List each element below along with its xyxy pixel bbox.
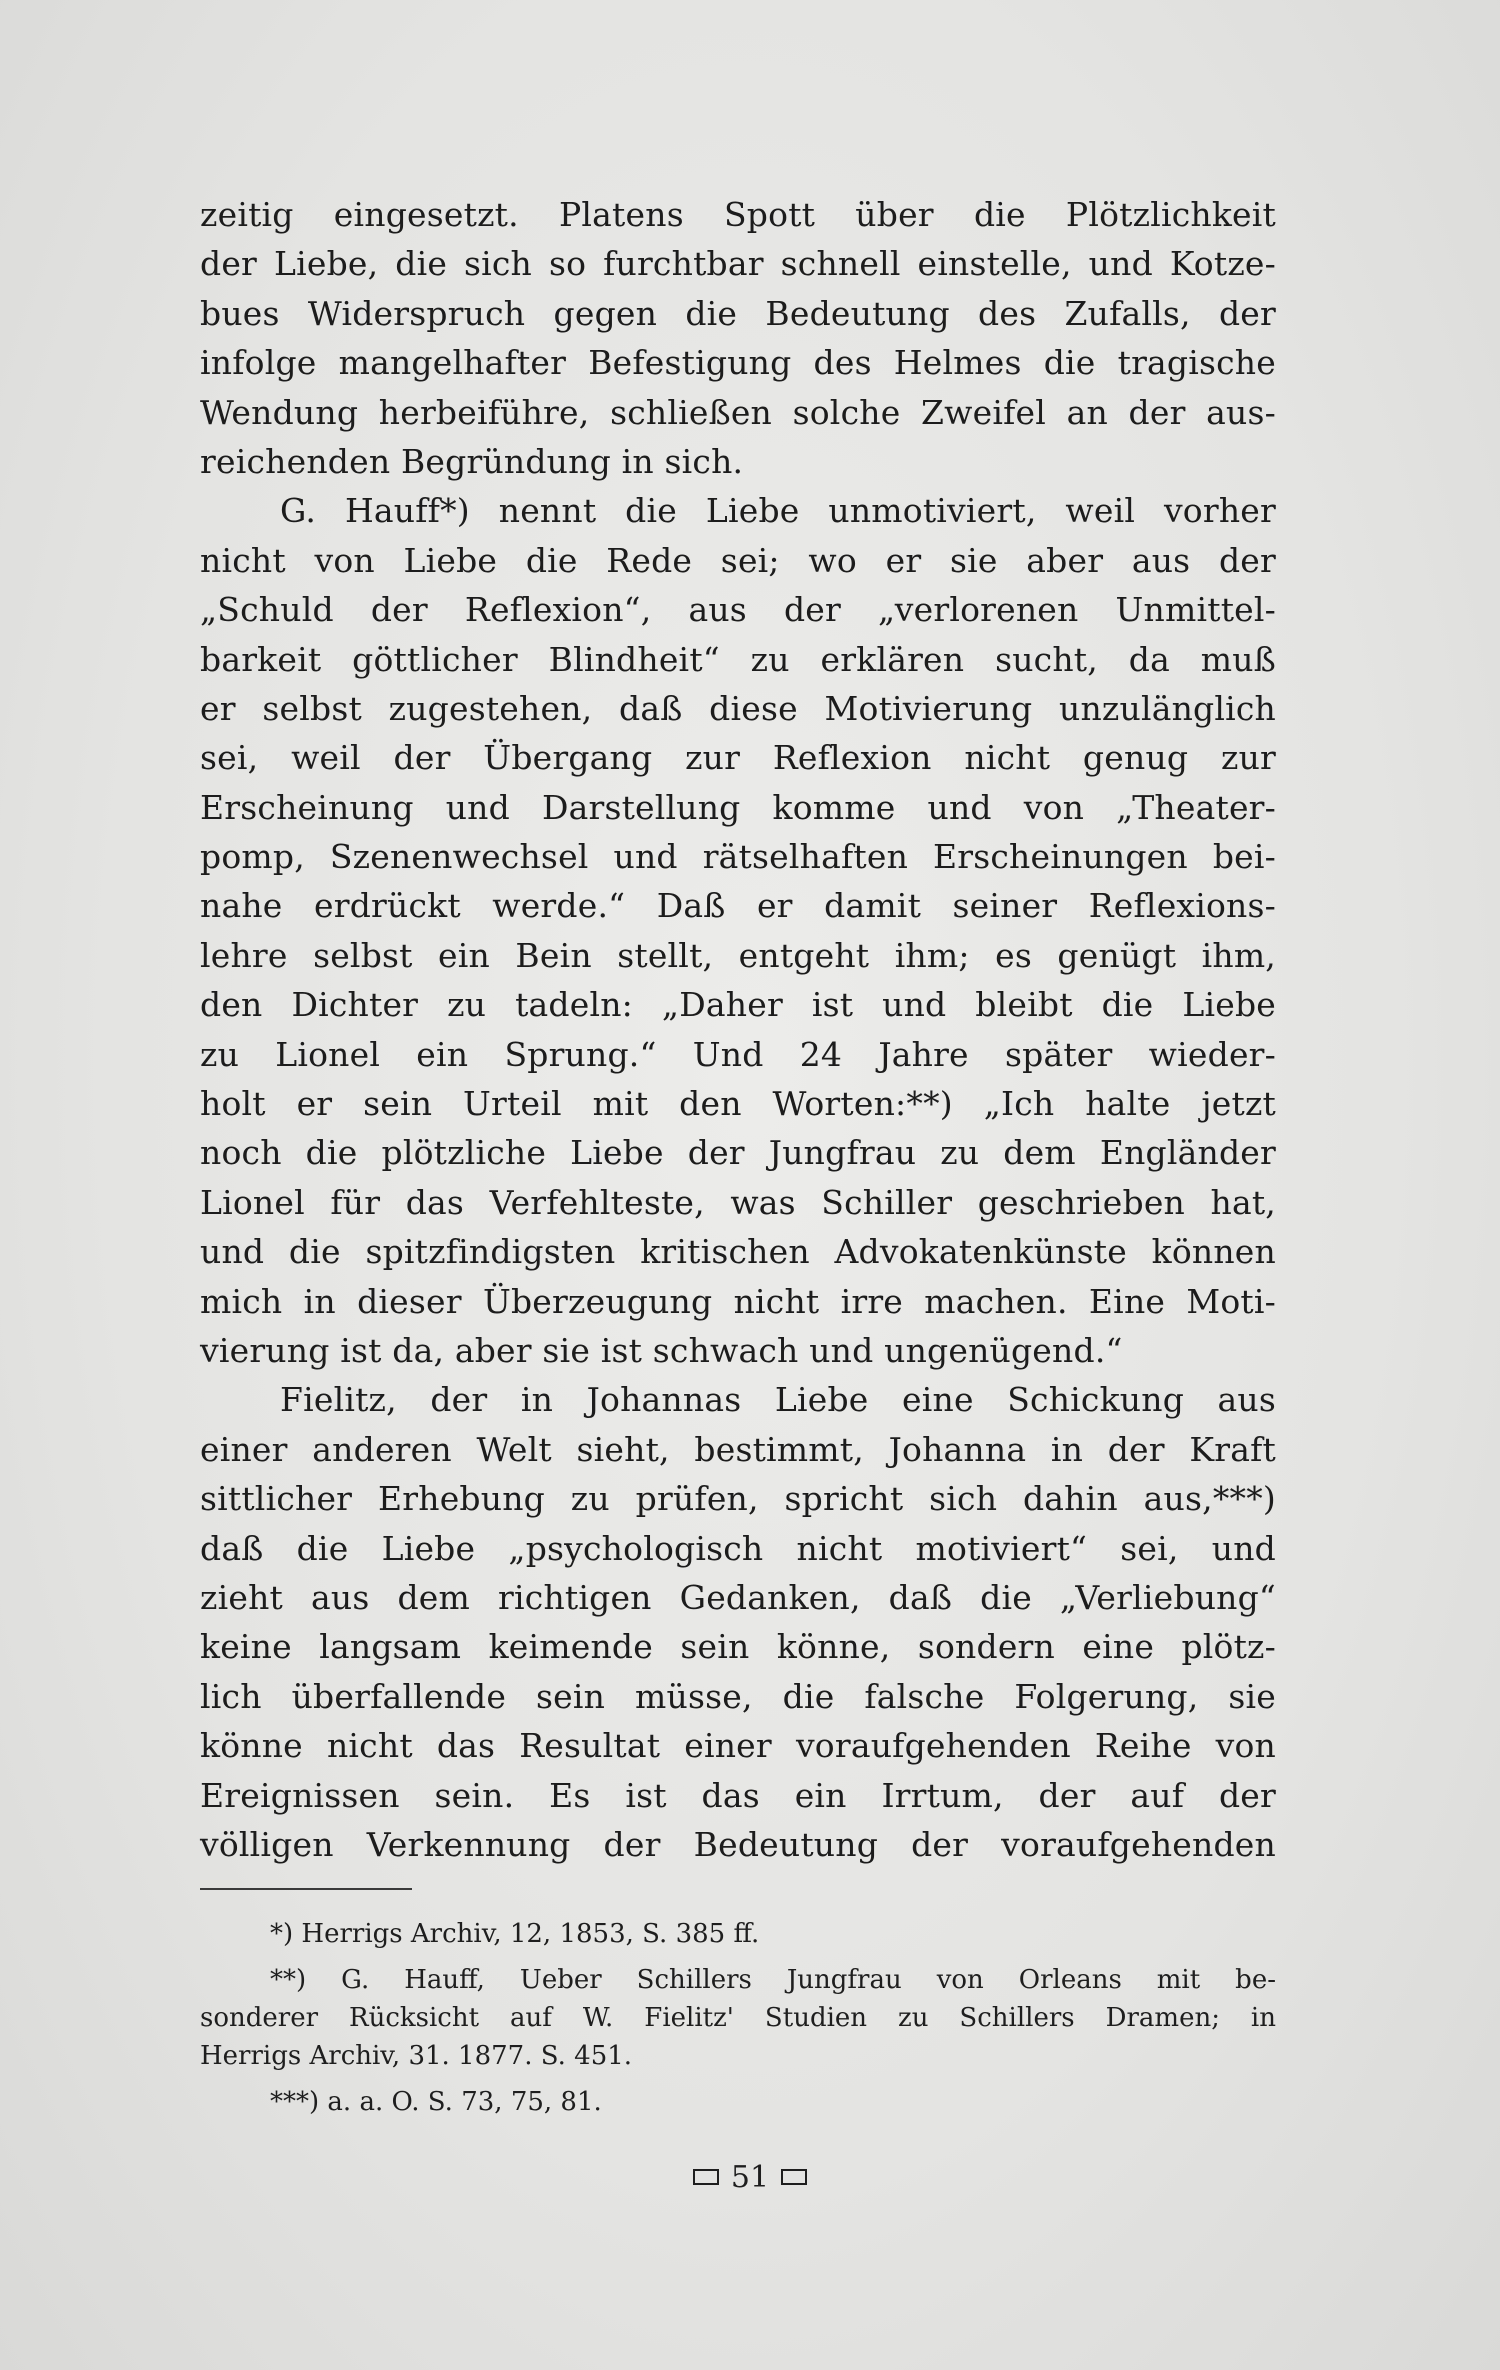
text-line: und die spitzfindigsten kritischen Advokatenkünste können [200,1232,1276,1272]
footnote-2-line-1: **) G. Hauff, Ueber Schillers Jungfrau von Orleans mit be- [270,1965,1276,1995]
text-line: Ereignissen sein. Es ist das ein Irrtum, der auf der [200,1775,1276,1815]
text-line: sei, weil der Übergang zur Reflexion nicht genug zur [200,738,1276,778]
text-line: zu Lionel ein Sprung.“ Und 24 Jahre später wieder- [200,1034,1276,1074]
body-text [200,190,1276,1869]
text-line: er selbst zugestehen, daß diese Motivierung unzulänglich [200,688,1276,728]
text-line: völligen Verkennung der Bedeutung der voraufgehenden [200,1824,1276,1864]
text-line: sittlicher Erhebung zu prüfen, spricht sich dahin aus,***) [200,1479,1276,1519]
text-line: daß die Liebe „psychologisch nicht motiviert“ sei, und [200,1528,1276,1568]
text-line: Fielitz, der in Johannas Liebe eine Schickung aus [280,1380,1276,1420]
text-line: nicht von Liebe die Rede sei; wo er sie aber aus der [200,540,1276,580]
text-line: könne nicht das Resultat einer voraufgehenden Reihe von [200,1726,1276,1766]
page-number: 51 [730,2160,770,2195]
footnotes [200,1915,1276,2121]
text-line: Erscheinung und Darstellung komme und von „Theater- [200,787,1276,827]
footnote-2-line-2: sonderer Rücksicht auf W. Fielitz' Studien zu Schillers Dramen; in [200,2003,1276,2033]
footnote-3: ***) a. a. O. S. 73, 75, 81. [270,2087,602,2117]
text-line: reichenden Begründung in sich. [200,441,744,481]
text-line: Wendung herbeiführe, schließen solche Zweifel an der aus- [200,392,1276,432]
footnote-2-line-3: Herrigs Archiv, 31. 1877. S. 451. [200,2041,633,2071]
ornament-box-left [693,2169,719,2185]
text-line: lehre selbst ein Bein stellt, entgeht ihm; es genügt ihm, [200,935,1276,975]
text-line: pomp, Szenenwechsel und rätselhaften Erscheinungen bei- [200,837,1276,877]
text-line: der Liebe, die sich so furchtbar schnell einstelle, und Kotze- [200,244,1276,284]
text-line: nahe erdrückt werde.“ Daß er damit seiner Reflexions- [200,886,1276,926]
text-line: infolge mangelhafter Befestigung des Helmes die tragische [200,343,1276,383]
text-line: Lionel für das Verfehlteste, was Schiller geschrieben hat, [200,1182,1276,1222]
text-line: einer anderen Welt sieht, bestimmt, Johanna in der Kraft [200,1429,1276,1469]
text-line: G. Hauff*) nennt die Liebe unmotiviert, weil vorher [280,491,1276,531]
text-line: bues Widerspruch gegen die Bedeutung des Zufalls, der [200,293,1276,333]
text-line: noch die plötzliche Liebe der Jungfrau zu dem Engländer [200,1133,1276,1173]
text-line: mich in dieser Überzeugung nicht irre machen. Eine Moti- [200,1281,1276,1321]
text-line: keine langsam keimende sein könne, sondern eine plötz- [200,1627,1276,1667]
footnote-divider [200,1888,412,1890]
text-line: „Schuld der Reflexion“, aus der „verlorenen Unmittel- [200,590,1276,630]
text-line: holt er sein Urteil mit den Worten:**) „Ich halte jetzt [200,1084,1276,1124]
text-line: den Dichter zu tadeln: „Daher ist und bleibt die Liebe [200,985,1276,1025]
text-line: barkeit göttlicher Blindheit“ zu erklären sucht, da muß [200,639,1276,679]
page-number-area [0,2160,1500,2195]
ornament-box-right [781,2169,807,2185]
text-line: zieht aus dem richtigen Gedanken, daß die „Verliebung“ [200,1577,1276,1617]
text-line: zeitig eingesetzt. Platens Spott über die Plötzlichkeit [200,195,1276,234]
text-line: lich überfallende sein müsse, die falsche Folgerung, sie [200,1676,1276,1716]
footnote-1: *) Herrigs Archiv, 12, 1853, S. 385 ff. [270,1919,760,1949]
text-line: vierung ist da, aber sie ist schwach und ungenügend.“ [200,1330,1123,1370]
